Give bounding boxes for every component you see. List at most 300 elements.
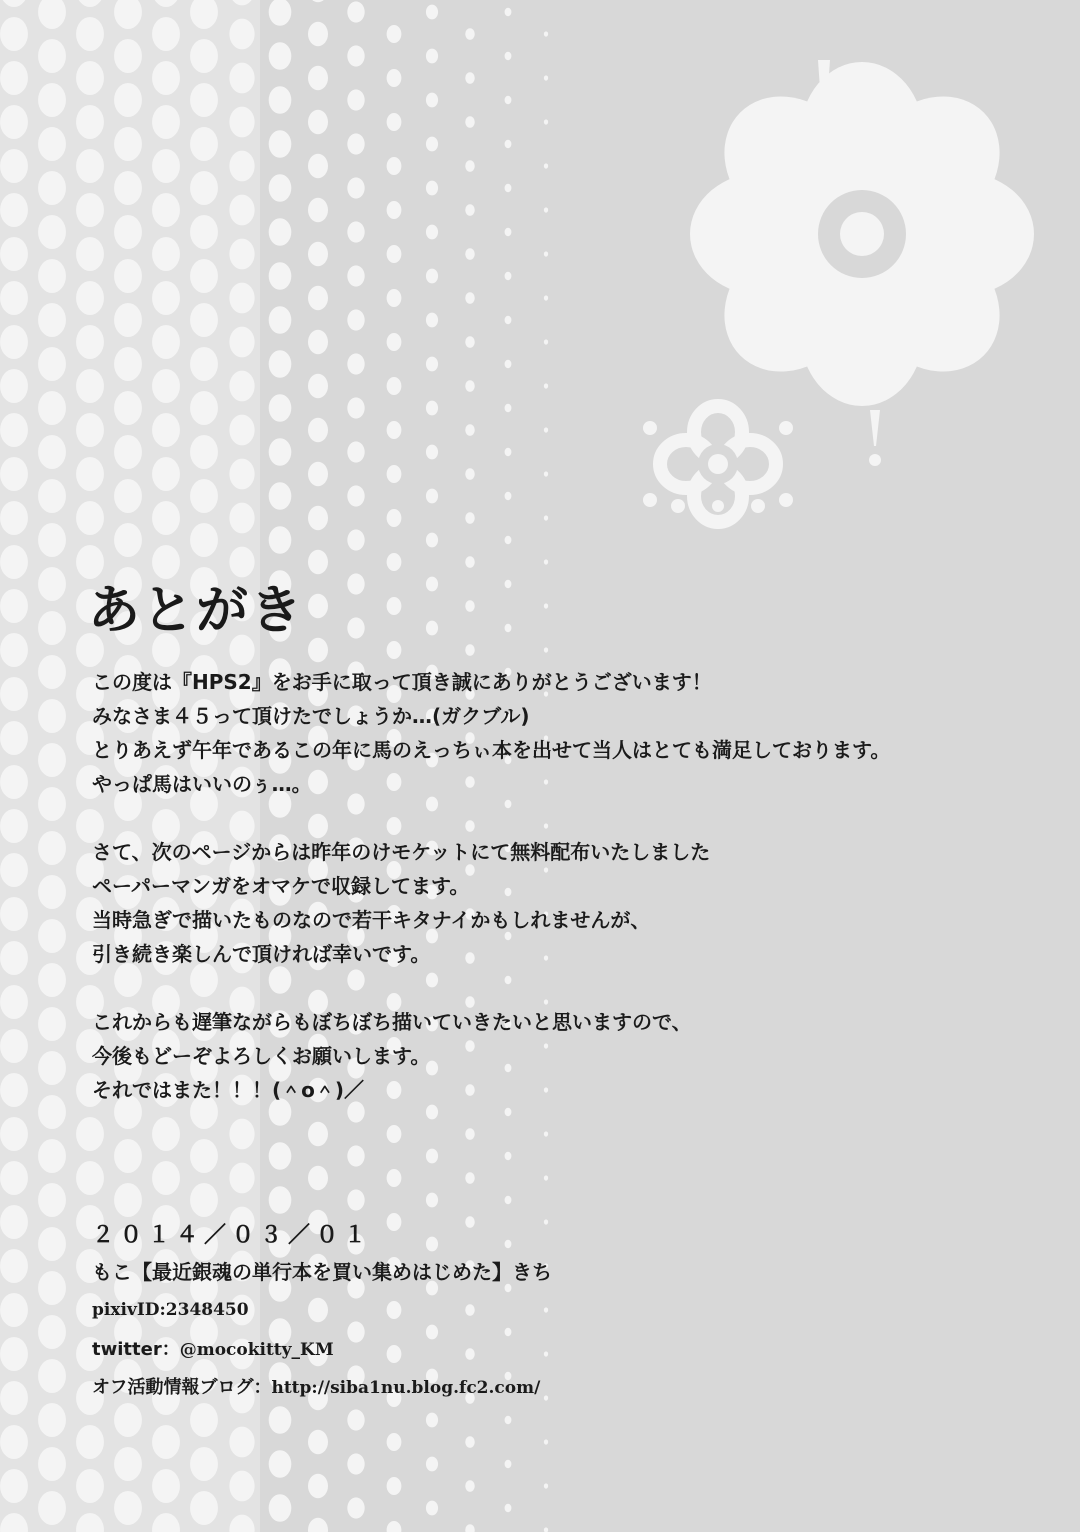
- pattern-dot: [229, 151, 254, 182]
- pattern-dot: [152, 149, 180, 183]
- pattern-dot: [38, 919, 66, 953]
- pattern-dot: [38, 787, 66, 821]
- pattern-dot: [544, 515, 548, 520]
- pattern-dot: [152, 61, 180, 95]
- pattern-dot: [269, 86, 292, 114]
- pattern-dot: [229, 415, 254, 446]
- pattern-dot: [505, 228, 512, 236]
- pattern-dot: [152, 17, 180, 51]
- pattern-dot: [114, 479, 142, 513]
- pattern-dot: [190, 435, 218, 469]
- pattern-dot: [114, 347, 142, 381]
- pattern-dot: [114, 83, 142, 117]
- pattern-dot: [38, 1051, 66, 1085]
- pattern-dot: [347, 1, 364, 22]
- pattern-dot: [544, 1527, 548, 1532]
- pattern-dot: [190, 1183, 218, 1217]
- pattern-dot: [308, 550, 328, 574]
- pattern-dot: [152, 105, 180, 139]
- pattern-dot: [387, 1521, 402, 1532]
- pattern-dot: [0, 1293, 28, 1327]
- pattern-dot: [387, 421, 402, 439]
- pattern-dot: [505, 8, 512, 16]
- pattern-dot: [0, 545, 28, 579]
- paragraph: [92, 665, 890, 801]
- pattern-dot: [38, 963, 66, 997]
- pattern-dot: [0, 1073, 28, 1107]
- pattern-dot: [269, 394, 292, 422]
- pattern-dot: [0, 985, 28, 1019]
- pattern-dot: [152, 1469, 180, 1503]
- pattern-dot: [465, 72, 475, 84]
- pattern-dot: [347, 1145, 364, 1166]
- pattern-dot: [465, 644, 475, 656]
- pattern-dot: [190, 1139, 218, 1173]
- pattern-dot: [544, 647, 548, 652]
- pattern-dot: [347, 265, 364, 286]
- pattern-dot: [387, 1433, 402, 1451]
- pattern-dot: [229, 1163, 254, 1194]
- pattern-dot: [347, 1409, 364, 1430]
- text-line: 当時急ぎで描いたものなので若干キタナイかもしれませんが、: [92, 908, 651, 932]
- pattern-dot: [347, 441, 364, 462]
- pattern-dot: [465, 380, 475, 392]
- pattern-dot: [76, 17, 104, 51]
- pattern-dot: [544, 295, 548, 300]
- pattern-dot: [38, 1359, 66, 1393]
- pattern-dot: [426, 137, 438, 152]
- pattern-dot: [426, 5, 438, 20]
- pattern-dot: [505, 448, 512, 456]
- pattern-dot: [426, 181, 438, 196]
- text-line: みなさま４５って頂けたでしょうか…(ガクブル): [92, 704, 530, 728]
- pattern-dot: [269, 1142, 292, 1170]
- pattern-dot: [544, 251, 548, 256]
- pattern-dot: [426, 445, 438, 460]
- pattern-dot: [387, 157, 402, 175]
- pattern-dot: [190, 347, 218, 381]
- blog-url-link[interactable]: http://siba1nu.blog.fc2.com/: [271, 1378, 541, 1398]
- pattern-dot: [426, 401, 438, 416]
- pattern-dot: [308, 66, 328, 90]
- pattern-dot: [426, 1501, 438, 1516]
- pattern-dot: [465, 556, 475, 568]
- pattern-dot: [387, 553, 402, 571]
- pattern-dot: [76, 105, 104, 139]
- text-line: この度は『HPS2』をお手に取って頂き誠にありがとうございます！: [92, 670, 712, 694]
- pattern-dot: [308, 286, 328, 310]
- pattern-dot: [544, 1175, 548, 1180]
- pattern-dot: [544, 1439, 548, 1444]
- pattern-dot: [76, 61, 104, 95]
- text-line: とりあえず午年であるこの年に馬のえっちぃ本を出せて当人はとても満足しております。: [92, 738, 891, 762]
- pattern-dot: [38, 171, 66, 205]
- pattern-dot: [465, 28, 475, 40]
- pattern-dot: [38, 1403, 66, 1437]
- pattern-dot: [0, 413, 28, 447]
- pattern-dot: [190, 479, 218, 513]
- twitter-handle[interactable]: @mocokitty_KM: [179, 1340, 334, 1360]
- pattern-dot: [387, 245, 402, 263]
- pattern-dot: [152, 237, 180, 271]
- pattern-dot: [387, 1169, 402, 1187]
- pattern-dot: [505, 492, 512, 500]
- pattern-dot: [505, 52, 512, 60]
- pattern-dot: [190, 259, 218, 293]
- pattern-dot: [38, 1007, 66, 1041]
- pattern-dot: [269, 1406, 292, 1434]
- pattern-dot: [505, 1460, 512, 1468]
- pattern-dot: [190, 127, 218, 161]
- pattern-dot: [465, 600, 475, 612]
- pattern-dot: [114, 259, 142, 293]
- pattern-dot: [38, 83, 66, 117]
- pattern-dot: [0, 589, 28, 623]
- pattern-dot: [387, 289, 402, 307]
- pattern-dot: [76, 501, 104, 535]
- pattern-dot: [0, 1029, 28, 1063]
- pattern-dot: [465, 248, 475, 260]
- pattern-dot: [347, 529, 364, 550]
- pattern-dot: [308, 1430, 328, 1454]
- pattern-dot: [269, 0, 292, 26]
- pattern-dot: [152, 193, 180, 227]
- pattern-dot: [38, 567, 66, 601]
- flower-dot: [643, 421, 657, 435]
- pixiv-id: pixivID:2348450: [92, 1300, 249, 1320]
- flower-dot: [643, 493, 657, 507]
- pattern-dot: [347, 309, 364, 330]
- date: ２０１４／０３／０１: [92, 1222, 373, 1248]
- pattern-dot: [308, 154, 328, 178]
- pattern-dot: [0, 1205, 28, 1239]
- pattern-dot: [269, 482, 292, 510]
- pattern-dot: [152, 1161, 180, 1195]
- pattern-dot: [544, 31, 548, 36]
- pattern-dot: [38, 1139, 66, 1173]
- pattern-dot: [38, 831, 66, 865]
- pattern-dot: [505, 1196, 512, 1204]
- pattern-dot: [269, 262, 292, 290]
- pattern-dot: [229, 1471, 254, 1502]
- pattern-dot: [76, 457, 104, 491]
- pattern-dot: [190, 215, 218, 249]
- text-line: やっぱ馬はいいのぅ…。: [92, 772, 312, 796]
- pattern-dot: [0, 501, 28, 535]
- pattern-dot: [544, 427, 548, 432]
- pattern-dot: [426, 621, 438, 636]
- pattern-dot: [505, 140, 512, 148]
- pattern-dot: [0, 237, 28, 271]
- afterword-body: [92, 665, 890, 1141]
- pattern-dot: [38, 1315, 66, 1349]
- pattern-dot: [0, 281, 28, 315]
- pattern-dot: [347, 133, 364, 154]
- text-line: さて、次のページからは昨年のけモケットにて無料配布いたしました: [92, 840, 711, 864]
- pattern-dot: [76, 149, 104, 183]
- pattern-dot: [269, 1450, 292, 1478]
- pattern-dot: [190, 1447, 218, 1481]
- text-line: 今後もどーぞよろしくお願いします。: [92, 1044, 431, 1068]
- pattern-dot: [38, 611, 66, 645]
- pattern-dot: [505, 536, 512, 544]
- pattern-dot: [544, 119, 548, 124]
- pattern-dot: [76, 1161, 104, 1195]
- pattern-dot: [0, 721, 28, 755]
- pattern-dot: [190, 83, 218, 117]
- pattern-dot: [114, 1491, 142, 1525]
- pattern-dot: [229, 1427, 254, 1458]
- pattern-dot: [0, 897, 28, 931]
- pattern-dot: [387, 201, 402, 219]
- pattern-dot: [269, 174, 292, 202]
- pattern-dot: [544, 163, 548, 168]
- pattern-dot: [544, 471, 548, 476]
- pattern-dot: [38, 743, 66, 777]
- pattern-dot: [38, 1227, 66, 1261]
- pattern-dot: [0, 677, 28, 711]
- pattern-dot: [114, 39, 142, 73]
- pattern-dot: [544, 603, 548, 608]
- pattern-dot: [38, 127, 66, 161]
- pattern-dot: [0, 105, 28, 139]
- paragraph: [92, 835, 890, 971]
- pattern-dot: [38, 391, 66, 425]
- pattern-dot: [152, 545, 180, 579]
- pattern-dot: [505, 1504, 512, 1512]
- pattern-dot: [465, 292, 475, 304]
- pattern-dot: [114, 127, 142, 161]
- pattern-dot: [38, 347, 66, 381]
- pattern-dot: [426, 1149, 438, 1164]
- pattern-dot: [0, 1381, 28, 1415]
- pattern-dot: [269, 306, 292, 334]
- pattern-dot: [190, 303, 218, 337]
- pattern-dot: [38, 655, 66, 689]
- pattern-dot: [387, 25, 402, 43]
- pattern-dot: [426, 533, 438, 548]
- pattern-dot: [229, 283, 254, 314]
- pattern-dot: [347, 353, 364, 374]
- pattern-dot: [0, 941, 28, 975]
- pattern-dot: [38, 1447, 66, 1481]
- pattern-dot: [0, 1425, 28, 1459]
- pattern-dot: [426, 313, 438, 328]
- pattern-dot: [308, 242, 328, 266]
- pattern-dot: [308, 638, 328, 662]
- paragraph: [92, 1005, 890, 1107]
- pattern-dot: [387, 69, 402, 87]
- pattern-dot: [0, 17, 28, 51]
- pattern-dot: [347, 221, 364, 242]
- pattern-dot: [308, 330, 328, 354]
- pattern-dot: [347, 177, 364, 198]
- flower-dot: [751, 499, 765, 513]
- pattern-dot: [544, 383, 548, 388]
- pattern-dot: [544, 1483, 548, 1488]
- pattern-dot: [426, 489, 438, 504]
- pattern-dot: [114, 1139, 142, 1173]
- pattern-dot: [347, 397, 364, 418]
- flower-dot: [779, 421, 793, 435]
- pattern-dot: [0, 1337, 28, 1371]
- author-line: もこ【最近銀魂の単行本を買い集めはじめた】きち: [92, 1260, 552, 1284]
- text-line: それではまた！！！(＾o＾)／: [92, 1078, 365, 1102]
- pattern-dot: [114, 1183, 142, 1217]
- pattern-dot: [544, 339, 548, 344]
- pattern-dot: [114, 1447, 142, 1481]
- pattern-dot: [505, 272, 512, 280]
- pattern-dot: [38, 1271, 66, 1305]
- pattern-dot: [229, 503, 254, 534]
- pattern-dot: [465, 204, 475, 216]
- large-flower-icon: [690, 60, 1034, 466]
- pattern-dot: [269, 1186, 292, 1214]
- pattern-dot: [308, 110, 328, 134]
- pattern-dot: [308, 594, 328, 618]
- blog-label: オフ活動情報ブログ：: [92, 1377, 272, 1398]
- pattern-dot: [426, 357, 438, 372]
- pattern-dot: [76, 369, 104, 403]
- pattern-dot: [544, 75, 548, 80]
- pattern-dot: [229, 63, 254, 94]
- pattern-dot: [0, 1161, 28, 1195]
- pattern-dot: [0, 1249, 28, 1283]
- flower-dot: [671, 499, 685, 513]
- pattern-dot: [426, 225, 438, 240]
- pattern-dot: [38, 215, 66, 249]
- pattern-dot: [38, 699, 66, 733]
- pattern-dot: [465, 1524, 475, 1532]
- pattern-dot: [190, 39, 218, 73]
- pattern-dot: [308, 22, 328, 46]
- pattern-dot: [505, 580, 512, 588]
- pattern-dot: [308, 418, 328, 442]
- pattern-dot: [152, 1425, 180, 1459]
- pattern-dot: [505, 316, 512, 324]
- pattern-dot: [347, 485, 364, 506]
- pattern-dot: [229, 239, 254, 270]
- pattern-dot: [38, 39, 66, 73]
- twitter-line: [92, 1329, 552, 1367]
- pattern-dot: [0, 809, 28, 843]
- pattern-dot: [347, 573, 364, 594]
- pattern-dot: [505, 404, 512, 412]
- pattern-dot: [269, 526, 292, 554]
- pattern-dot: [308, 0, 328, 2]
- pattern-dot: [38, 523, 66, 557]
- pattern-dot: [426, 269, 438, 284]
- pattern-dot: [387, 113, 402, 131]
- pattern-dot: [190, 1403, 218, 1437]
- pattern-dot: [505, 360, 512, 368]
- text-line: ペーパーマンガをオマケで収録してます。: [92, 874, 470, 898]
- blog-line: [92, 1367, 552, 1405]
- pattern-dot: [152, 281, 180, 315]
- pattern-dot: [76, 281, 104, 315]
- pattern-dot: [387, 465, 402, 483]
- pattern-dot: [426, 1413, 438, 1428]
- pattern-dot: [114, 215, 142, 249]
- pattern-dot: [114, 171, 142, 205]
- pattern-dot: [76, 1469, 104, 1503]
- flower-dot: [779, 493, 793, 507]
- pattern-dot: [76, 413, 104, 447]
- pattern-dot: [387, 641, 402, 659]
- pattern-dot: [38, 479, 66, 513]
- pattern-dot: [308, 1166, 328, 1190]
- pattern-dot: [229, 459, 254, 490]
- pattern-dot: [426, 1457, 438, 1472]
- pattern-dot: [114, 435, 142, 469]
- page-title: あとがき: [88, 581, 305, 641]
- pattern-dot: [0, 853, 28, 887]
- pattern-dot: [465, 116, 475, 128]
- pattern-dot: [152, 413, 180, 447]
- pattern-dot: [0, 765, 28, 799]
- pattern-dot: [387, 1477, 402, 1495]
- pattern-dot: [0, 633, 28, 667]
- pattern-dot: [0, 61, 28, 95]
- pattern-dot: [38, 1095, 66, 1129]
- pattern-dot: [347, 617, 364, 638]
- pattern-dot: [76, 1425, 104, 1459]
- pattern-dot: [76, 545, 104, 579]
- pattern-dot: [544, 207, 548, 212]
- pattern-dot: [229, 371, 254, 402]
- text-line: これからも遅筆ながらもぼちぼち描いていきたいと思いますので、: [92, 1010, 692, 1034]
- pattern-dot: [269, 1494, 292, 1522]
- pattern-dot: [269, 218, 292, 246]
- author-info: [92, 1217, 552, 1405]
- pattern-dot: [229, 327, 254, 358]
- small-flower-icon: [643, 406, 793, 529]
- pattern-dot: [38, 435, 66, 469]
- pattern-dot: [505, 624, 512, 632]
- pattern-dot: [308, 462, 328, 486]
- pattern-dot: [0, 457, 28, 491]
- pattern-dot: [0, 193, 28, 227]
- pattern-dot: [347, 45, 364, 66]
- pattern-dot: [505, 1416, 512, 1424]
- pattern-dot: [38, 259, 66, 293]
- pattern-dot: [308, 506, 328, 530]
- pattern-dot: [190, 523, 218, 557]
- pattern-dot: [387, 509, 402, 527]
- pattern-dot: [465, 1480, 475, 1492]
- pattern-dot: [114, 523, 142, 557]
- pattern-dot: [426, 93, 438, 108]
- pattern-dot: [347, 1497, 364, 1518]
- pattern-dot: [465, 468, 475, 480]
- pattern-dot: [465, 424, 475, 436]
- pattern-dot: [465, 336, 475, 348]
- pattern-dot: [76, 325, 104, 359]
- pattern-dot: [269, 130, 292, 158]
- pattern-dot: [76, 193, 104, 227]
- pattern-dot: [38, 1183, 66, 1217]
- text-line: 引き続き楽しんで頂ければ幸いです。: [92, 942, 431, 966]
- pattern-dot: [269, 438, 292, 466]
- pattern-dot: [190, 171, 218, 205]
- pattern-dot: [190, 391, 218, 425]
- pattern-dot: [0, 1469, 28, 1503]
- pattern-dot: [190, 1491, 218, 1525]
- pattern-dot: [229, 107, 254, 138]
- pattern-dot: [0, 1117, 28, 1151]
- pattern-dot: [269, 42, 292, 70]
- pattern-dot: [114, 1403, 142, 1437]
